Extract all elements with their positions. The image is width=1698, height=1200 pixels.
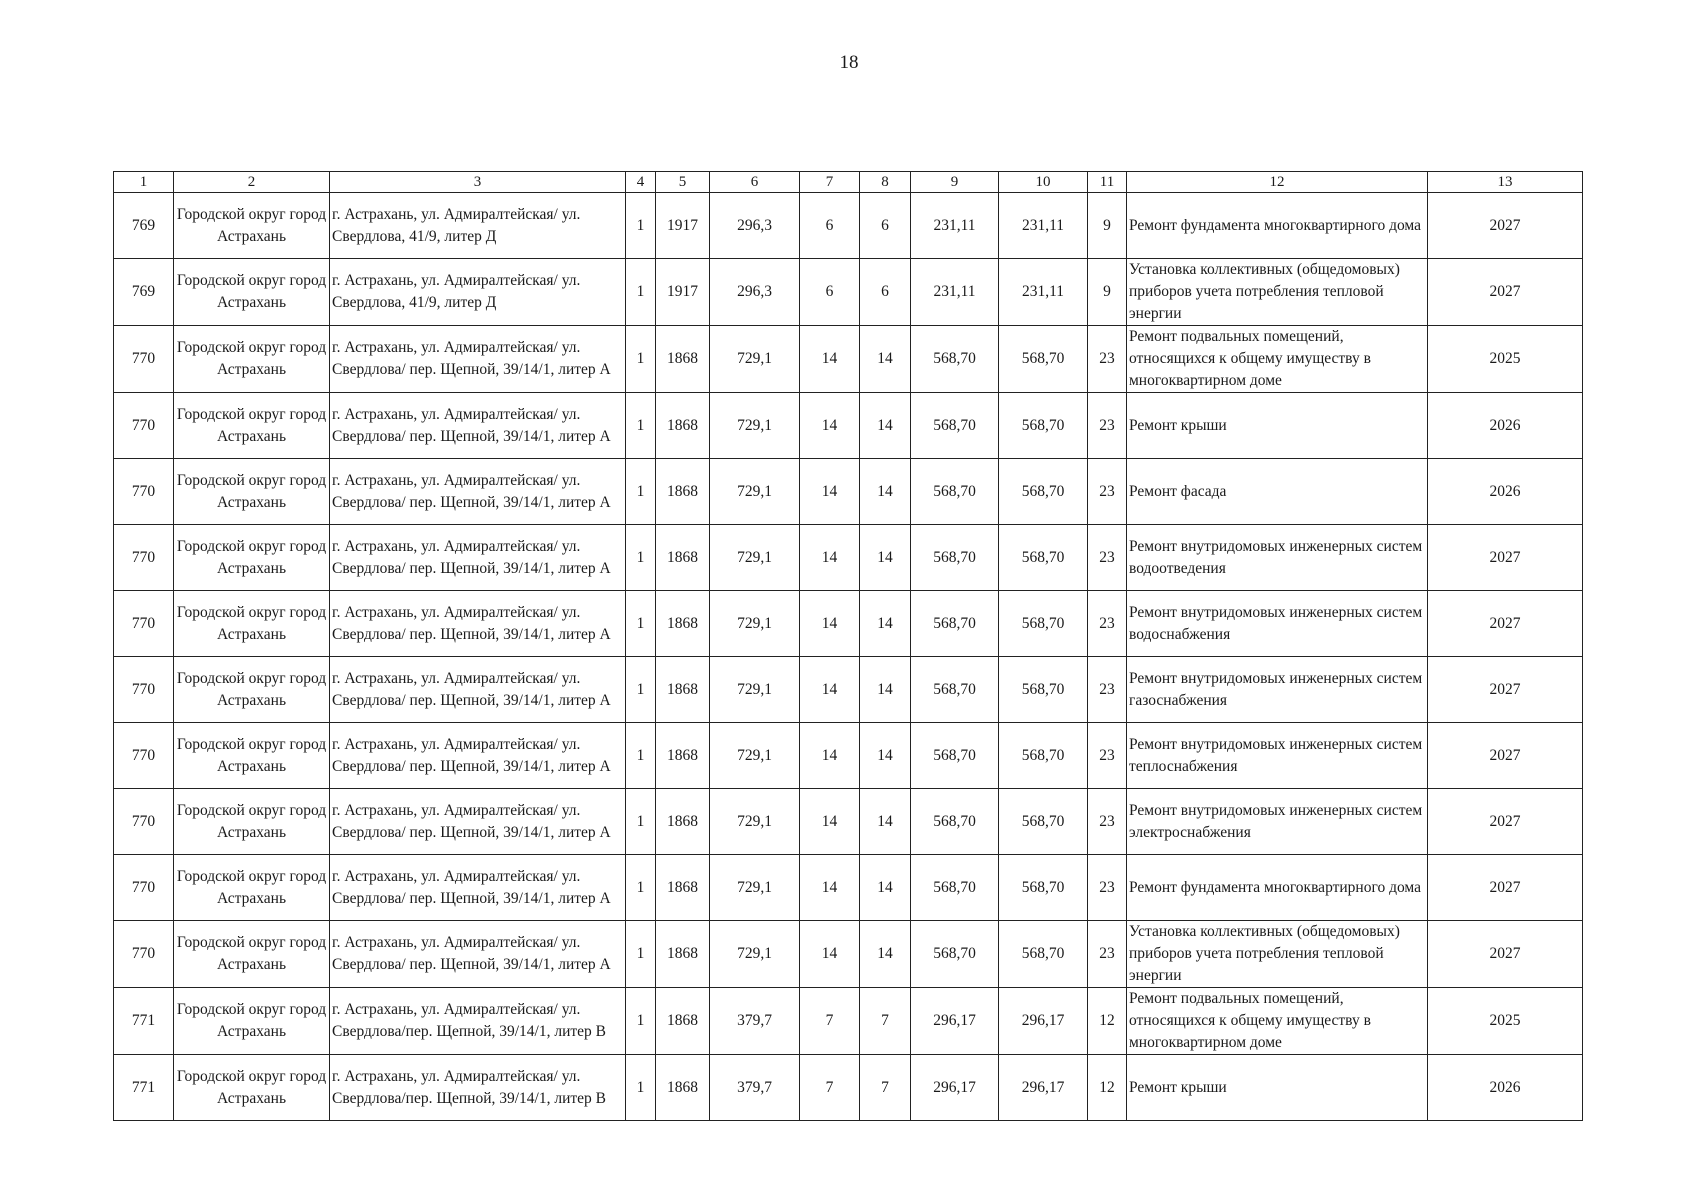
cell-count-b: 14: [860, 393, 911, 459]
cell-value-a: 568,70: [911, 393, 999, 459]
table-row: [114, 259, 1583, 326]
cell-area: 296,3: [710, 259, 800, 326]
cell-count-b: 14: [860, 723, 911, 789]
cell-work-type: Установка коллективных (общедомовых) приборов учета потребления тепловой энергии: [1127, 921, 1428, 988]
cell-count-a: 14: [800, 657, 860, 723]
cell-type-code: 1: [626, 459, 656, 525]
cell-municipality: Городской округ город Астрахань: [174, 259, 330, 326]
cell-row-id: 770: [114, 393, 174, 459]
cell-value-b: 568,70: [999, 789, 1088, 855]
cell-planned-year: 2027: [1428, 525, 1583, 591]
cell-year-built: 1868: [656, 1055, 710, 1121]
cell-value-a: 568,70: [911, 459, 999, 525]
cell-address: г. Астрахань, ул. Адмиралтейская/ ул. Свердлова/ пер. Щепной, 39/14/1, литер А: [330, 789, 626, 855]
cell-value-b: 568,70: [999, 459, 1088, 525]
cell-value-a: 296,17: [911, 988, 999, 1055]
column-header: 6: [710, 172, 800, 193]
cell-work-type: Ремонт подвальных помещений, относящихся к общему имуществу в многоквартирном доме: [1127, 326, 1428, 393]
cell-type-code: 1: [626, 393, 656, 459]
cell-count-b: 14: [860, 326, 911, 393]
cell-type-code: 1: [626, 326, 656, 393]
cell-residents: 23: [1088, 855, 1127, 921]
cell-work-type: Ремонт фундамента многоквартирного дома: [1127, 855, 1428, 921]
cell-address: г. Астрахань, ул. Адмиралтейская/ ул. Свердлова/ пер. Щепной, 39/14/1, литер А: [330, 525, 626, 591]
cell-count-a: 14: [800, 855, 860, 921]
cell-row-id: 769: [114, 259, 174, 326]
cell-work-type: Ремонт внутридомовых инженерных систем газоснабжения: [1127, 657, 1428, 723]
cell-area: 729,1: [710, 326, 800, 393]
cell-row-id: 770: [114, 326, 174, 393]
cell-residents: 23: [1088, 326, 1127, 393]
table-row: [114, 326, 1583, 393]
cell-value-b: 231,11: [999, 259, 1088, 326]
cell-year-built: 1917: [656, 259, 710, 326]
cell-address: г. Астрахань, ул. Адмиралтейская/ ул. Свердлова/ пер. Щепной, 39/14/1, литер А: [330, 393, 626, 459]
cell-value-a: 568,70: [911, 855, 999, 921]
cell-residents: 23: [1088, 459, 1127, 525]
cell-count-a: 7: [800, 988, 860, 1055]
cell-year-built: 1868: [656, 459, 710, 525]
cell-planned-year: 2027: [1428, 723, 1583, 789]
cell-area: 729,1: [710, 591, 800, 657]
cell-address: г. Астрахань, ул. Адмиралтейская/ ул. Свердлова/ пер. Щепной, 39/14/1, литер А: [330, 855, 626, 921]
column-header: 10: [999, 172, 1088, 193]
cell-area: 729,1: [710, 393, 800, 459]
cell-planned-year: 2027: [1428, 657, 1583, 723]
cell-count-a: 14: [800, 459, 860, 525]
cell-type-code: 1: [626, 193, 656, 259]
cell-year-built: 1868: [656, 855, 710, 921]
page-number: 18: [839, 52, 859, 73]
cell-row-id: 770: [114, 789, 174, 855]
cell-work-type: Ремонт крыши: [1127, 393, 1428, 459]
table-row: [114, 723, 1583, 789]
cell-work-type: Ремонт подвальных помещений, относящихся к общему имуществу в многоквартирном доме: [1127, 988, 1428, 1055]
cell-work-type: Ремонт внутридомовых инженерных систем электроснабжения: [1127, 789, 1428, 855]
cell-value-b: 568,70: [999, 525, 1088, 591]
cell-area: 729,1: [710, 525, 800, 591]
cell-row-id: 770: [114, 855, 174, 921]
cell-count-b: 7: [860, 988, 911, 1055]
cell-municipality: Городской округ город Астрахань: [174, 525, 330, 591]
cell-type-code: 1: [626, 259, 656, 326]
cell-residents: 23: [1088, 591, 1127, 657]
cell-planned-year: 2025: [1428, 988, 1583, 1055]
cell-residents: 23: [1088, 657, 1127, 723]
cell-count-b: 6: [860, 259, 911, 326]
cell-value-a: 568,70: [911, 723, 999, 789]
cell-type-code: 1: [626, 855, 656, 921]
table-row: [114, 988, 1583, 1055]
cell-planned-year: 2027: [1428, 921, 1583, 988]
table-row: [114, 459, 1583, 525]
cell-address: г. Астрахань, ул. Адмиралтейская/ ул. Свердлова/пер. Щепной, 39/14/1, литер В: [330, 1055, 626, 1121]
table-row: [114, 1055, 1583, 1121]
cell-value-a: 568,70: [911, 326, 999, 393]
cell-residents: 23: [1088, 789, 1127, 855]
cell-address: г. Астрахань, ул. Адмиралтейская/ ул. Свердлова/ пер. Щепной, 39/14/1, литер А: [330, 723, 626, 789]
cell-address: г. Астрахань, ул. Адмиралтейская/ ул. Свердлова, 41/9, литер Д: [330, 193, 626, 259]
cell-value-a: 568,70: [911, 789, 999, 855]
table-row: [114, 193, 1583, 259]
capital-repair-table: [113, 171, 1583, 1121]
cell-value-b: 296,17: [999, 988, 1088, 1055]
cell-municipality: Городской округ город Астрахань: [174, 591, 330, 657]
cell-area: 296,3: [710, 193, 800, 259]
cell-municipality: Городской округ город Астрахань: [174, 723, 330, 789]
cell-row-id: 770: [114, 459, 174, 525]
cell-municipality: Городской округ город Астрахань: [174, 193, 330, 259]
cell-value-a: 568,70: [911, 921, 999, 988]
table-row: [114, 393, 1583, 459]
cell-area: 729,1: [710, 459, 800, 525]
cell-value-b: 568,70: [999, 921, 1088, 988]
cell-municipality: Городской округ город Астрахань: [174, 326, 330, 393]
cell-planned-year: 2027: [1428, 193, 1583, 259]
cell-row-id: 770: [114, 657, 174, 723]
cell-row-id: 770: [114, 723, 174, 789]
cell-row-id: 770: [114, 921, 174, 988]
cell-type-code: 1: [626, 657, 656, 723]
cell-work-type: Ремонт внутридомовых инженерных систем водоотведения: [1127, 525, 1428, 591]
cell-year-built: 1868: [656, 988, 710, 1055]
column-header: 1: [114, 172, 174, 193]
cell-value-a: 568,70: [911, 657, 999, 723]
cell-municipality: Городской округ город Астрахань: [174, 855, 330, 921]
cell-row-id: 770: [114, 591, 174, 657]
cell-count-b: 14: [860, 657, 911, 723]
cell-type-code: 1: [626, 723, 656, 789]
cell-work-type: Установка коллективных (общедомовых) приборов учета потребления тепловой энергии: [1127, 259, 1428, 326]
cell-residents: 9: [1088, 193, 1127, 259]
cell-row-id: 770: [114, 525, 174, 591]
cell-count-a: 14: [800, 789, 860, 855]
cell-residents: 9: [1088, 259, 1127, 326]
cell-area: 729,1: [710, 789, 800, 855]
cell-planned-year: 2027: [1428, 855, 1583, 921]
cell-count-b: 14: [860, 591, 911, 657]
cell-count-a: 6: [800, 193, 860, 259]
column-header: 7: [800, 172, 860, 193]
cell-type-code: 1: [626, 921, 656, 988]
column-header: 8: [860, 172, 911, 193]
cell-count-b: 14: [860, 855, 911, 921]
cell-value-a: 231,11: [911, 193, 999, 259]
cell-value-b: 568,70: [999, 591, 1088, 657]
column-header: 4: [626, 172, 656, 193]
cell-planned-year: 2027: [1428, 591, 1583, 657]
cell-address: г. Астрахань, ул. Адмиралтейская/ ул. Свердлова/ пер. Щепной, 39/14/1, литер А: [330, 921, 626, 988]
cell-planned-year: 2027: [1428, 789, 1583, 855]
cell-type-code: 1: [626, 1055, 656, 1121]
cell-address: г. Астрахань, ул. Адмиралтейская/ ул. Свердлова, 41/9, литер Д: [330, 259, 626, 326]
cell-count-a: 14: [800, 591, 860, 657]
table-row: [114, 855, 1583, 921]
cell-year-built: 1868: [656, 789, 710, 855]
cell-area: 729,1: [710, 855, 800, 921]
cell-row-id: 771: [114, 988, 174, 1055]
table-body: [114, 193, 1583, 1121]
cell-residents: 23: [1088, 723, 1127, 789]
cell-planned-year: 2026: [1428, 459, 1583, 525]
table-row: [114, 525, 1583, 591]
cell-planned-year: 2026: [1428, 393, 1583, 459]
cell-planned-year: 2025: [1428, 326, 1583, 393]
cell-work-type: Ремонт фасада: [1127, 459, 1428, 525]
cell-work-type: Ремонт внутридомовых инженерных систем водоснабжения: [1127, 591, 1428, 657]
cell-count-a: 14: [800, 393, 860, 459]
cell-address: г. Астрахань, ул. Адмиралтейская/ ул. Свердлова/пер. Щепной, 39/14/1, литер В: [330, 988, 626, 1055]
cell-year-built: 1868: [656, 525, 710, 591]
cell-value-b: 568,70: [999, 855, 1088, 921]
cell-count-a: 14: [800, 326, 860, 393]
cell-municipality: Городской округ город Астрахань: [174, 1055, 330, 1121]
cell-work-type: Ремонт крыши: [1127, 1055, 1428, 1121]
cell-count-b: 7: [860, 1055, 911, 1121]
cell-value-b: 568,70: [999, 393, 1088, 459]
cell-residents: 12: [1088, 1055, 1127, 1121]
cell-address: г. Астрахань, ул. Адмиралтейская/ ул. Свердлова/ пер. Щепной, 39/14/1, литер А: [330, 326, 626, 393]
cell-count-a: 14: [800, 525, 860, 591]
cell-residents: 12: [1088, 988, 1127, 1055]
cell-count-a: 6: [800, 259, 860, 326]
cell-count-a: 14: [800, 921, 860, 988]
cell-value-a: 568,70: [911, 525, 999, 591]
cell-area: 729,1: [710, 723, 800, 789]
cell-type-code: 1: [626, 789, 656, 855]
cell-value-a: 296,17: [911, 1055, 999, 1121]
cell-value-b: 231,11: [999, 193, 1088, 259]
cell-count-b: 14: [860, 459, 911, 525]
cell-value-b: 568,70: [999, 723, 1088, 789]
cell-work-type: Ремонт фундамента многоквартирного дома: [1127, 193, 1428, 259]
column-number-row: [114, 172, 1583, 193]
cell-residents: 23: [1088, 393, 1127, 459]
cell-year-built: 1868: [656, 393, 710, 459]
cell-type-code: 1: [626, 988, 656, 1055]
cell-year-built: 1868: [656, 326, 710, 393]
column-header: 2: [174, 172, 330, 193]
cell-count-b: 14: [860, 921, 911, 988]
cell-area: 729,1: [710, 657, 800, 723]
cell-count-a: 7: [800, 1055, 860, 1121]
cell-year-built: 1868: [656, 591, 710, 657]
cell-year-built: 1917: [656, 193, 710, 259]
cell-year-built: 1868: [656, 723, 710, 789]
cell-year-built: 1868: [656, 921, 710, 988]
cell-work-type: Ремонт внутридомовых инженерных систем теплоснабжения: [1127, 723, 1428, 789]
cell-value-a: 568,70: [911, 591, 999, 657]
cell-municipality: Городской округ город Астрахань: [174, 921, 330, 988]
table-row: [114, 591, 1583, 657]
column-header: 13: [1428, 172, 1583, 193]
column-header: 3: [330, 172, 626, 193]
cell-count-b: 6: [860, 193, 911, 259]
table-row: [114, 921, 1583, 988]
table-row: [114, 657, 1583, 723]
cell-row-id: 769: [114, 193, 174, 259]
column-header: 5: [656, 172, 710, 193]
cell-address: г. Астрахань, ул. Адмиралтейская/ ул. Свердлова/ пер. Щепной, 39/14/1, литер А: [330, 657, 626, 723]
cell-count-b: 14: [860, 789, 911, 855]
cell-area: 379,7: [710, 988, 800, 1055]
cell-type-code: 1: [626, 525, 656, 591]
cell-municipality: Городской округ город Астрахань: [174, 988, 330, 1055]
cell-planned-year: 2026: [1428, 1055, 1583, 1121]
cell-area: 729,1: [710, 921, 800, 988]
cell-address: г. Астрахань, ул. Адмиралтейская/ ул. Свердлова/ пер. Щепной, 39/14/1, литер А: [330, 591, 626, 657]
cell-municipality: Городской округ город Астрахань: [174, 393, 330, 459]
cell-value-b: 568,70: [999, 326, 1088, 393]
cell-value-b: 568,70: [999, 657, 1088, 723]
cell-row-id: 771: [114, 1055, 174, 1121]
cell-planned-year: 2027: [1428, 259, 1583, 326]
cell-value-b: 296,17: [999, 1055, 1088, 1121]
cell-residents: 23: [1088, 525, 1127, 591]
cell-count-b: 14: [860, 525, 911, 591]
column-header: 12: [1127, 172, 1428, 193]
cell-residents: 23: [1088, 921, 1127, 988]
cell-type-code: 1: [626, 591, 656, 657]
cell-municipality: Городской округ город Астрахань: [174, 789, 330, 855]
cell-year-built: 1868: [656, 657, 710, 723]
cell-municipality: Городской округ город Астрахань: [174, 459, 330, 525]
cell-value-a: 231,11: [911, 259, 999, 326]
cell-area: 379,7: [710, 1055, 800, 1121]
column-header: 11: [1088, 172, 1127, 193]
cell-count-a: 14: [800, 723, 860, 789]
table-row: [114, 789, 1583, 855]
column-header: 9: [911, 172, 999, 193]
cell-address: г. Астрахань, ул. Адмиралтейская/ ул. Свердлова/ пер. Щепной, 39/14/1, литер А: [330, 459, 626, 525]
cell-municipality: Городской округ город Астрахань: [174, 657, 330, 723]
